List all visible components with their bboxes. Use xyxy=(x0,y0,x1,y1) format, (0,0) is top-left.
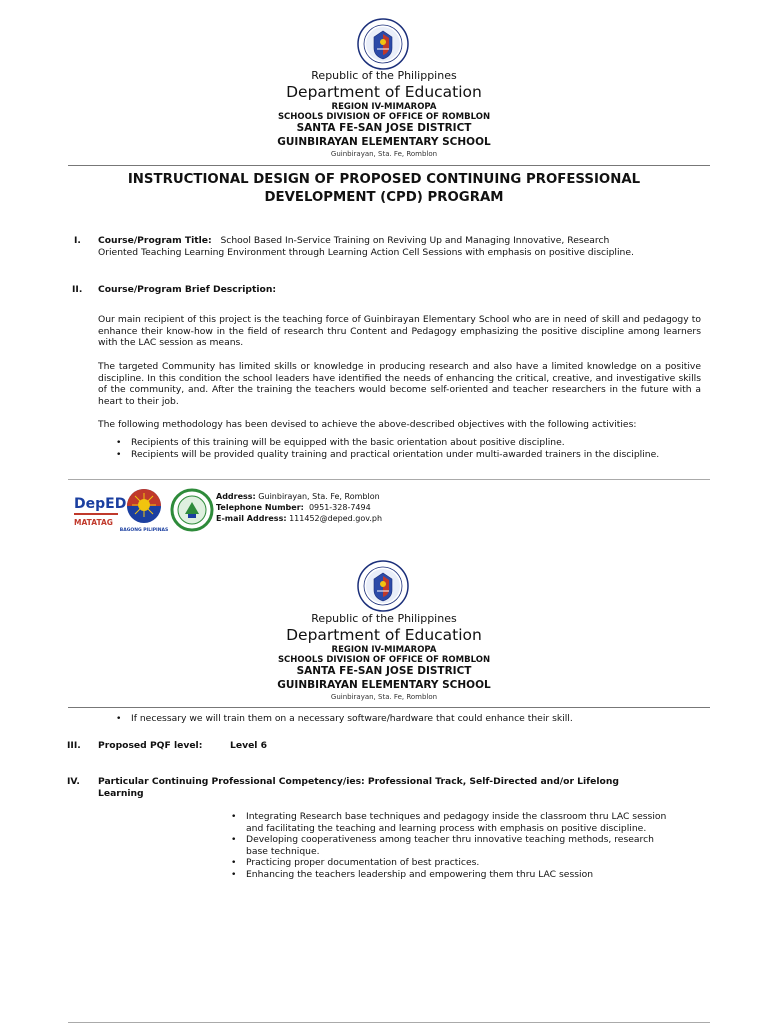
section-4-label-line-1: Particular Continuing Professional Competency/ies: Professional Track, Self-Directed and/or Lifelong xyxy=(98,776,619,787)
section-1-title-line-2: Oriented Teaching Learning Environment through Learning Action Cell Sessions with emphasis on positive discipline. xyxy=(98,247,634,258)
district-label: SANTA FE-SAN JOSE DISTRICT xyxy=(296,122,472,134)
section-3-number: III. xyxy=(67,740,81,751)
phone-value: 0951-328-7494 xyxy=(308,503,371,512)
email-label: E-mail Address: xyxy=(216,514,287,523)
phone-label: Telephone Number: xyxy=(216,503,304,512)
competency-item: • Developing cooperativeness among teacher thru innovative teaching methods, research base technique. xyxy=(229,834,677,857)
contact-block xyxy=(216,491,382,524)
republic-label: Republic of the Philippines xyxy=(311,69,457,82)
document-title-line-2: DEVELOPMENT (CPD) PROGRAM xyxy=(264,190,504,205)
department-label: Department of Education xyxy=(286,83,482,101)
section-3-label: Proposed PQF level: xyxy=(98,740,203,751)
school-label: GUINBIRAYAN ELEMENTARY SCHOOL xyxy=(277,679,491,691)
region-label: REGION IV-MIMAROPA xyxy=(331,102,437,112)
republic-label: Republic of the Philippines xyxy=(311,612,457,625)
matatag-text: MATATAG xyxy=(74,518,113,527)
locale-label: Guinbirayan, Sta. Fe, Romblon xyxy=(330,150,438,158)
address-label: Address: xyxy=(216,492,256,501)
division-label: SCHOOLS DIVISION OF OFFICE OF ROMBLON xyxy=(277,655,491,665)
school-seal-icon xyxy=(172,490,212,530)
division-label: SCHOOLS DIVISION OF OFFICE OF ROMBLON xyxy=(277,112,491,122)
activity-item: • Recipients of this training will be equipped with the basic orientation about positive discipline. xyxy=(114,437,701,449)
activity-item: • Recipients will be provided quality training and practical orientation under multi-awarded trainers in the discipline. xyxy=(114,449,701,461)
header-divider xyxy=(68,165,710,166)
pqf-level-value: Level 6 xyxy=(230,740,268,751)
document-title-line-1: INSTRUCTIONAL DESIGN OF PROPOSED CONTINUING PROFESSIONAL xyxy=(127,172,641,187)
address-value: Guinbirayan, Sta. Fe, Romblon xyxy=(258,492,380,501)
section-2-label: Course/Program Brief Description: xyxy=(98,284,277,295)
activity-item: • If necessary we will train them on a necessary software/hardware that could enhance their skill. xyxy=(114,713,701,725)
section-4-number: IV. xyxy=(67,776,80,787)
deped-matatag-logo-icon xyxy=(72,486,222,536)
competency-item: • Integrating Research base techniques and pedagogy inside the classroom thru LAC session and facilitating the teaching and learning process with emphasis on positive discipline. xyxy=(229,811,677,834)
page-2 xyxy=(0,548,768,1024)
description-paragraph-1: Our main recipient of this project is the teaching force of Guinbirayan Elementary School who are in need of skill and pedagogy to enhance their know-how in the field of research thru Content and Pedagogy emphasizing the positive discipline among learners with the LAC session as means. xyxy=(98,314,701,349)
footer-divider xyxy=(68,479,710,480)
competency-item: • Practicing proper documentation of best practices. xyxy=(229,857,677,869)
locale-label: Guinbirayan, Sta. Fe, Romblon xyxy=(330,693,438,701)
bagong-pilipinas-logo-icon xyxy=(127,489,161,523)
deped-seal-icon xyxy=(357,18,409,70)
section-1-label: Course/Program Title: xyxy=(98,235,212,246)
header-divider xyxy=(68,707,710,708)
district-label: SANTA FE-SAN JOSE DISTRICT xyxy=(296,665,472,677)
description-paragraph-3: The following methodology has been devised to achieve the above-described objectives with the following activities: xyxy=(98,419,637,430)
deped-seal-icon xyxy=(357,560,409,612)
department-label: Department of Education xyxy=(286,626,482,644)
email-value[interactable]: 111452@deped.gov.ph xyxy=(289,514,383,523)
deped-logo-text: DepED xyxy=(74,496,127,512)
footer-logos xyxy=(72,486,222,536)
school-label: GUINBIRAYAN ELEMENTARY SCHOOL xyxy=(277,136,491,148)
section-4-label xyxy=(98,776,708,800)
region-label: REGION IV-MIMAROPA xyxy=(331,645,437,655)
section-1-title-line-1: School Based In-Service Training on Reviving Up and Managing Innovative, Research xyxy=(220,235,610,246)
page-bottom-divider xyxy=(68,1022,710,1023)
section-1-number: I. xyxy=(74,235,81,246)
section-4-label-line-2: Learning xyxy=(98,788,144,799)
description-paragraph-2: The targeted Community has limited skills or knowledge in producing research and also have a limited knowledge on a positive discipline. In this condition the school leaders have identified the needs of enhancing the critical, creative, and investigative skills of the community, and. After the training the teachers would become self-oriented and teacher researchers in the future with a heart to their job. xyxy=(98,361,701,407)
competency-list xyxy=(229,811,677,881)
bagong-pilipinas-text: BAGONG PILIPINAS xyxy=(119,528,169,533)
activity-list xyxy=(114,437,701,460)
activity-list-continued xyxy=(114,713,701,725)
competency-item: • Enhancing the teachers leadership and empowering them thru LAC session xyxy=(229,869,677,881)
section-1 xyxy=(98,235,708,259)
section-2-number: II. xyxy=(72,284,83,295)
